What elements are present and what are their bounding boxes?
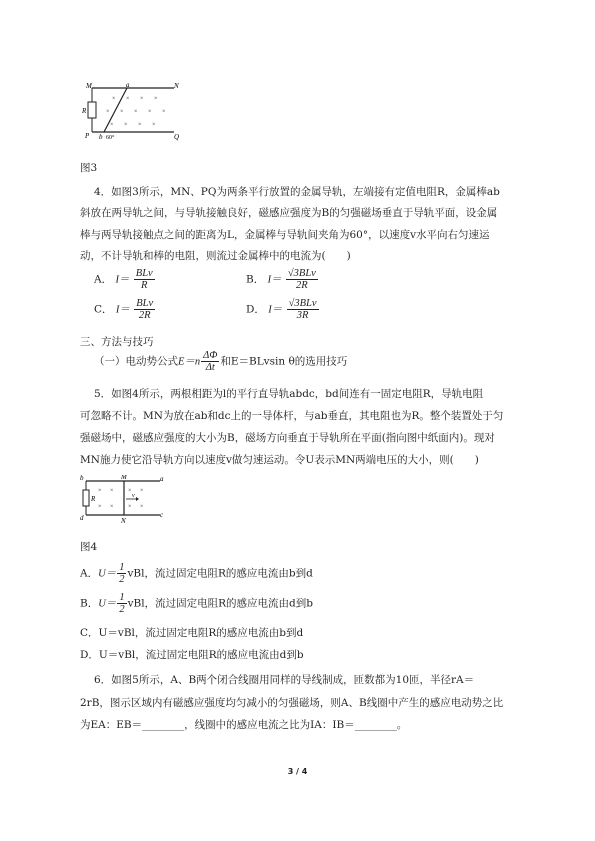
q5-line-1: 5．如图4所示，两根相距为l的平行直导轨abdc，bd间连有一固定电阻R，导轨电阻	[94, 388, 484, 400]
svg-text:×: ×	[128, 504, 132, 510]
q5-line-3: 强磁场中，磁感应强度的大小为B，磁场方向垂直于导轨所在平面(指向图中纸面内)。现对	[80, 432, 495, 444]
fraction	[134, 298, 155, 321]
svg-text:×: ×	[134, 109, 138, 115]
fig4-label-v: v	[132, 493, 135, 499]
q4-option-d	[246, 298, 320, 321]
fraction	[286, 268, 318, 291]
fraction-denominator: 2	[119, 574, 125, 585]
option-label: B．	[246, 273, 265, 286]
fig4-label-d: d	[80, 514, 84, 522]
fraction-numerator: BLv	[135, 268, 153, 279]
q5-option-a	[80, 562, 313, 585]
fraction-numerator: 1	[119, 562, 125, 573]
q4-option-b	[246, 268, 319, 291]
section-3-title: 三、方法与技巧	[80, 336, 154, 348]
svg-text:×: ×	[152, 122, 156, 128]
q5-line-2: 可忽略不计。MN为放在ab和dc上的一导体杆，与ab垂直，其电阻也为R。整个装置处于匀	[80, 410, 504, 422]
svg-text:×: ×	[98, 488, 102, 494]
fraction-denominator: 3R	[296, 310, 309, 321]
q6-line-3: 为EA：EB＝________，线圈中的感应电流之比为IA：IB＝________。	[80, 719, 408, 731]
q5-option-d	[80, 648, 304, 662]
option-label: A．	[94, 273, 113, 286]
option-label: D．	[246, 303, 265, 316]
option-text: U＝vBl，流过固定电阻R的感应电流由b到d	[98, 627, 304, 639]
fig4-label-b: b	[80, 475, 84, 482]
svg-text:×: ×	[140, 488, 144, 494]
option-label: B．	[80, 597, 99, 610]
fraction	[287, 298, 319, 321]
option-lhs: U＝	[98, 598, 117, 610]
option-label: A．	[80, 567, 99, 580]
q4-option-c	[94, 298, 156, 321]
svg-text:×: ×	[124, 122, 128, 128]
option-label: C．	[94, 303, 113, 316]
option-lhs: I＝	[267, 274, 282, 286]
svg-text:×: ×	[162, 109, 166, 115]
figure-4-caption: 图4	[80, 541, 98, 553]
q5-line-4: MN施力使它沿导轨方向以速度v做匀速运动。令U表示MN两端电压的大小，则( )	[80, 454, 479, 466]
fraction	[201, 350, 219, 373]
option-text: U＝vBl，流过固定电阻R的感应电流由d到b	[98, 649, 304, 661]
subtitle-suffix: 和E＝BLvsin θ的选用技巧	[220, 355, 348, 368]
fraction-numerator: ΔΦ	[203, 350, 218, 361]
option-lhs: U＝	[98, 568, 117, 580]
q4-line-2: 斜放在两导轨之间，与导轨接触良好，磁感应强度为B的匀强磁场垂直于导轨平面，设金属	[80, 207, 498, 219]
fraction	[134, 268, 155, 291]
fraction-denominator: 2	[119, 604, 125, 615]
page-number: 3 / 4	[287, 767, 308, 776]
fig3-label-N: N	[174, 82, 179, 90]
svg-text:×: ×	[120, 109, 124, 115]
q4-option-a	[94, 268, 156, 291]
svg-text:×: ×	[110, 122, 114, 128]
fig3-label-b: b	[99, 133, 103, 141]
q4-line-4: 动，不计导轨和棒的电阻，则流过金属棒中的电流为( )	[80, 250, 351, 262]
fraction-denominator: 2R	[138, 310, 151, 321]
svg-text:×: ×	[112, 96, 116, 102]
fraction-numerator: 1	[119, 592, 125, 603]
fig4-label-R: R	[91, 495, 96, 503]
option-text: vBl，流过固定电阻R的感应电流由b到d	[127, 567, 313, 580]
fraction	[117, 592, 126, 615]
svg-text:×: ×	[154, 96, 158, 102]
option-label: D．	[80, 649, 99, 661]
svg-text:×: ×	[140, 504, 144, 510]
fraction-numerator: BLv	[136, 298, 154, 309]
svg-text:×: ×	[128, 488, 132, 494]
svg-text:×: ×	[110, 488, 114, 494]
fraction-denominator: 2R	[296, 280, 308, 291]
svg-text:×: ×	[148, 109, 152, 115]
fraction-numerator: √3BLv	[287, 268, 316, 279]
option-lhs: I＝	[268, 304, 283, 316]
fig4-label-c: c	[160, 511, 164, 519]
q6-line-1: 6．如图5所示，A、B两个闭合线圈用同样的导线制成，匝数都为10匝，半径rA＝	[94, 674, 475, 686]
q5-option-c	[80, 626, 303, 640]
q5-option-b	[80, 592, 313, 615]
svg-text:×: ×	[106, 109, 110, 115]
fig3-label-R: R	[82, 107, 87, 115]
q6-line-2: 2rB，图示区域内有磁感应强度均匀减小的匀强磁场，则A、B线圈中产生的感应电动势之比	[80, 697, 504, 709]
option-lhs: I＝	[115, 304, 130, 316]
fig3-label-M: M	[86, 82, 92, 90]
svg-text:×: ×	[126, 96, 130, 102]
fig4-label-N: N	[121, 517, 126, 525]
section-3-subtitle	[94, 350, 347, 373]
svg-text:×: ×	[140, 96, 144, 102]
fig3-label-theta: 60°	[106, 135, 115, 141]
option-label: C．	[80, 627, 99, 639]
fig4-label-M: M	[121, 475, 127, 481]
option-text: vBl，流过固定电阻R的感应电流由d到b	[127, 597, 313, 610]
option-lhs: I＝	[115, 274, 130, 286]
q4-line-1: 4．如图3所示，MN、PQ为两条平行放置的金属导轨，左端接有定值电阻R，金属棒ab	[94, 186, 500, 198]
fraction-numerator: √3BLv	[288, 298, 317, 309]
fraction-denominator: R	[141, 280, 148, 291]
fig3-label-P: P	[85, 132, 90, 140]
fig4-label-a: a	[160, 475, 164, 483]
figure-3-diagram	[82, 82, 182, 142]
svg-text:×: ×	[138, 122, 142, 128]
fraction-denominator: Δt	[205, 362, 215, 373]
fig3-label-a: a	[126, 82, 130, 89]
svg-text:×: ×	[110, 504, 114, 510]
svg-text:×: ×	[98, 504, 102, 510]
fig3-label-Q: Q	[174, 133, 180, 141]
q4-line-3: 棒与两导轨接触点之间的距离为L，金属棒与导轨间夹角为60°，以速度v水平向右匀速运	[80, 229, 490, 241]
figure-3-caption: 图3	[80, 162, 98, 174]
figure-4-diagram	[80, 475, 166, 525]
subtitle-prefix: （一）电动势公式	[94, 355, 178, 368]
fraction	[117, 562, 126, 585]
formula-lhs: E＝n	[178, 356, 201, 368]
